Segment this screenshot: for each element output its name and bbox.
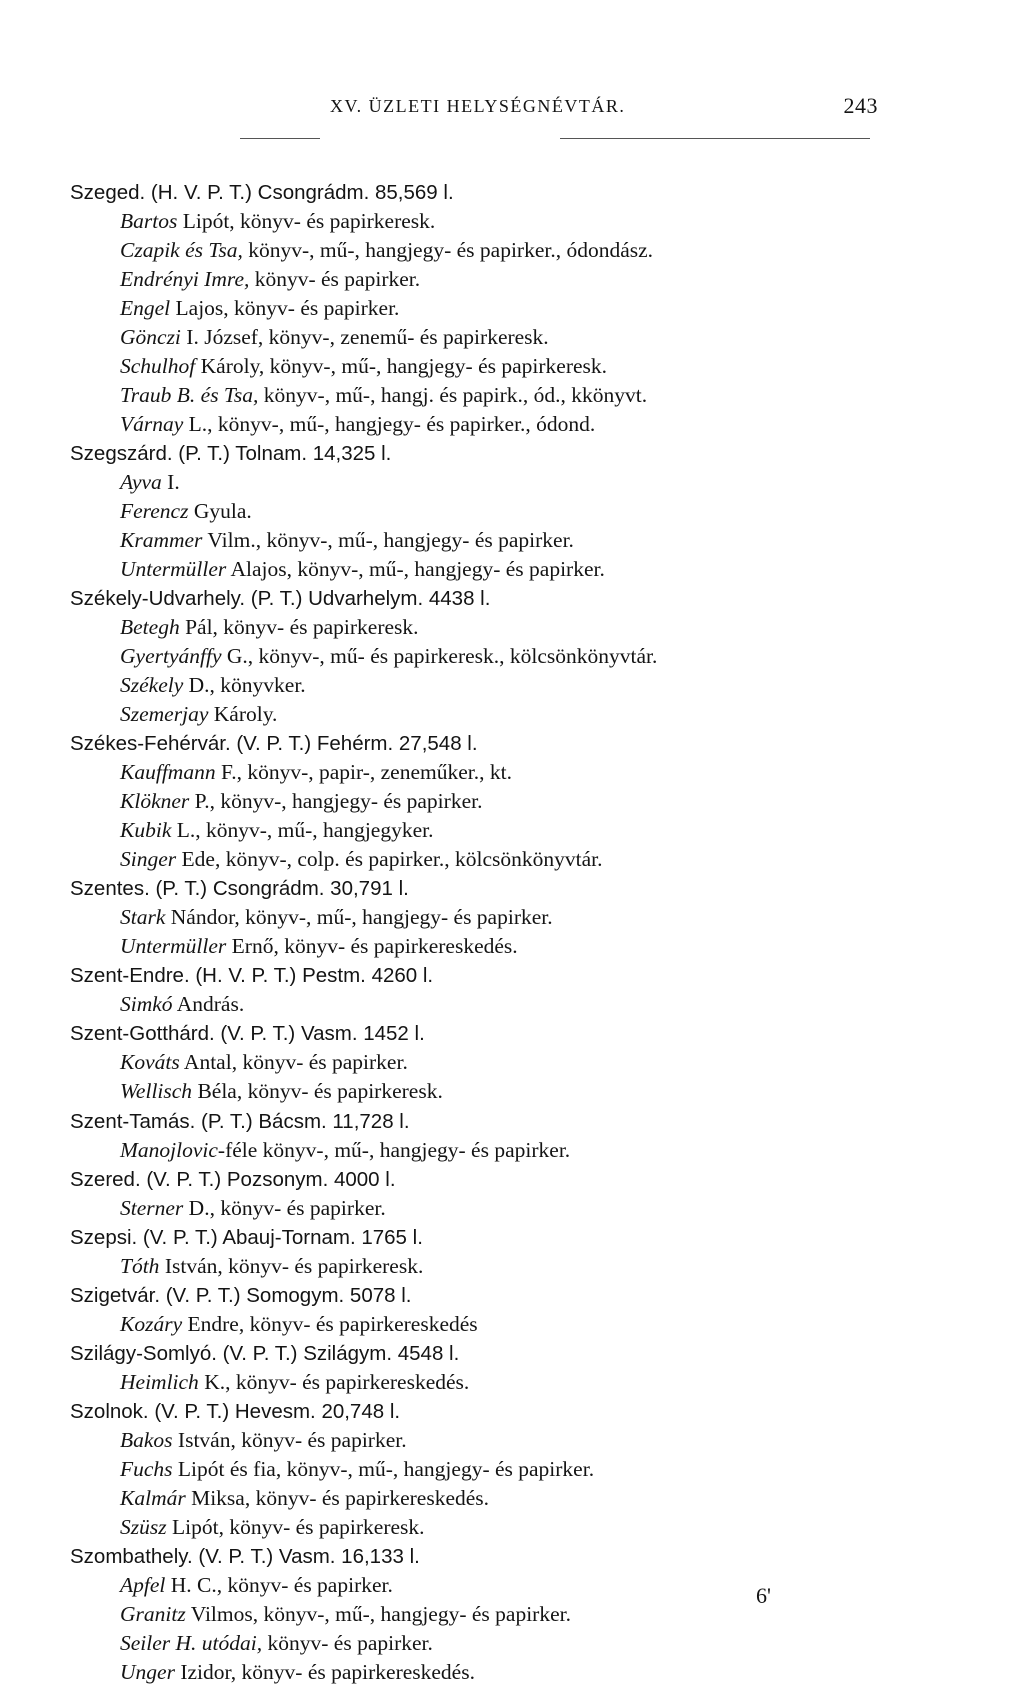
business-name: Unger <box>120 1659 175 1684</box>
business-name: Szemerjay <box>120 702 209 727</box>
business-entry <box>70 265 1010 294</box>
header-rule-left <box>240 138 320 139</box>
business-details: Pál, könyv- és papirkeresk. <box>179 615 419 640</box>
business-entry <box>70 990 1010 1019</box>
business-name: Untermüller <box>120 934 227 959</box>
running-title: XV. ÜZLETI HELYSÉGNÉVTÁR. <box>330 96 626 116</box>
business-details: Ernő, könyv- és papirkereskedés. <box>226 934 518 959</box>
town-heading <box>70 1019 1010 1048</box>
business-name: Apfel <box>120 1572 166 1597</box>
business-name: Székely <box>120 673 184 698</box>
town-heading <box>70 1542 1010 1571</box>
business-entry <box>70 1048 1010 1077</box>
business-name: Fuchs <box>120 1456 173 1481</box>
town-heading <box>70 1107 1010 1136</box>
business-details: könyv-, mű-, hangjegy- és papirker., ódondász. <box>242 238 654 263</box>
town-name: Szent-Endre. <box>70 964 190 988</box>
business-entry <box>70 410 1010 439</box>
town-details: (V. P. T.) Vasm. 16,133 l. <box>192 1544 420 1568</box>
town-name: Szombathely. <box>70 1544 193 1568</box>
business-name: Manojlovic <box>120 1137 218 1162</box>
town-name: Szent-Gotthárd. <box>70 1022 215 1046</box>
business-entry <box>70 1513 1010 1542</box>
town-name: Szeged. <box>70 181 146 204</box>
business-entry <box>70 323 1010 352</box>
header-rule-right <box>560 138 870 139</box>
business-details: F., könyv-, papir-, zeneműker., kt. <box>215 760 512 785</box>
business-entry <box>70 352 1010 381</box>
town-details: (H. V. P. T.) Csongrádm. 85,569 l. <box>145 181 454 204</box>
business-details: Miksa, könyv- és papirkereskedés. <box>185 1485 490 1510</box>
town-heading <box>70 178 1010 207</box>
business-name: Kalmár <box>120 1485 186 1510</box>
business-details: K., könyv- és papirkereskedés. <box>198 1369 470 1394</box>
business-details: L., könyv-, mű-, hangjegy- és papirker., ódond. <box>183 412 596 437</box>
town-name: Szilágy-Somlyó. <box>70 1341 217 1365</box>
business-name: Kubik <box>120 818 172 843</box>
business-details: I. József, könyv-, zenemű- és papirkeresk. <box>180 325 549 350</box>
directory-listing <box>70 178 1010 1687</box>
business-entry <box>70 526 1010 555</box>
business-entry <box>70 903 1010 932</box>
business-name: Kauffmann <box>120 760 216 785</box>
town-details: (V. P. T.) Hevesm. 20,748 l. <box>148 1399 401 1423</box>
business-entry <box>70 1136 1010 1165</box>
business-entry <box>70 381 1010 410</box>
town-details: (V. P. T.) Somogym. 5078 l. <box>160 1283 412 1307</box>
business-name: Kováts <box>120 1050 180 1075</box>
business-entry <box>70 1194 1010 1223</box>
town-details: (V. P. T.) Fehérm. 27,548 l. <box>230 732 478 756</box>
town-details: (H. V. P. T.) Pestm. 4260 l. <box>189 964 434 988</box>
page-number: 243 <box>843 93 878 118</box>
business-entry <box>70 671 1010 700</box>
business-details: D., könyv- és papirker. <box>183 1195 386 1220</box>
town-details: (V. P. T.) Pozsonym. 4000 l. <box>140 1167 396 1191</box>
business-details: István, könyv- és papirker. <box>172 1427 407 1452</box>
business-entry <box>70 497 1010 526</box>
business-details: I. <box>161 470 180 495</box>
town-details: (P. T.) Udvarhelym. 4438 l. <box>245 587 491 611</box>
business-name: Heimlich <box>120 1369 199 1394</box>
town-name: Székely-Udvarhely. <box>70 587 246 611</box>
town-heading <box>70 1223 1010 1252</box>
business-name: Ferencz <box>120 499 189 524</box>
business-name: Gyertyánffy <box>120 644 222 669</box>
business-entry <box>70 1600 1010 1629</box>
business-entry <box>70 207 1010 236</box>
business-details: -féle könyv-, mű-, hangjegy- és papirker. <box>217 1137 571 1162</box>
business-entry <box>70 1077 1010 1106</box>
business-entry <box>70 1310 1010 1339</box>
business-name: Szüsz <box>120 1514 167 1539</box>
business-name: Sterner <box>120 1195 184 1220</box>
business-details: Vilmos, könyv-, mű-, hangjegy- és papirker. <box>185 1601 571 1626</box>
business-details: Vilm., könyv-, mű-, hangjegy- és papirker. <box>202 528 574 553</box>
business-entry <box>70 932 1010 961</box>
business-name: Singer <box>120 847 177 872</box>
business-name: Traub B. és Tsa, <box>120 383 259 408</box>
business-name: Untermüller <box>120 557 227 582</box>
town-details: (P. T.) Bácsm. 11,728 l. <box>195 1109 410 1133</box>
business-details: Gyula. <box>188 499 252 524</box>
business-details: könyv- és papirker. <box>249 267 421 292</box>
business-details: Izidor, könyv- és papirkereskedés. <box>174 1659 475 1684</box>
business-entry <box>70 1484 1010 1513</box>
business-entry <box>70 787 1010 816</box>
signature-mark: 6' <box>756 1583 771 1608</box>
business-details: András. <box>172 992 245 1017</box>
business-name: Stark <box>120 905 166 930</box>
business-details: Antal, könyv- és papirker. <box>179 1050 408 1075</box>
business-name: Várnay <box>120 412 184 437</box>
business-entry <box>70 700 1010 729</box>
business-details: H. C., könyv- és papirker. <box>165 1572 393 1597</box>
business-name: Wellisch <box>120 1079 193 1104</box>
town-details: (P. T.) Csongrádm. 30,791 l. <box>149 877 409 901</box>
business-details: D., könyvker. <box>183 673 306 698</box>
business-entry <box>70 758 1010 787</box>
town-name: Szepsi. <box>70 1225 138 1249</box>
business-entry <box>70 1455 1010 1484</box>
business-name: Bakos <box>120 1427 173 1452</box>
business-name: Granitz <box>120 1601 186 1626</box>
business-entry <box>70 1658 1010 1687</box>
business-entry <box>70 613 1010 642</box>
town-heading <box>70 584 1010 613</box>
business-details: Alajos, könyv-, mű-, hangjegy- és papirker. <box>226 557 605 582</box>
business-details: Ede, könyv-, colp. és papirker., kölcsönkönyvtár. <box>176 847 603 872</box>
business-details: L., könyv-, mű-, hangjegyker. <box>171 818 434 843</box>
town-heading <box>70 1339 1010 1368</box>
town-name: Szegszárd. <box>70 442 173 466</box>
business-entry <box>70 1629 1010 1658</box>
town-details: (V. P. T.) Vasm. 1452 l. <box>214 1022 425 1046</box>
business-details: Lipót, könyv- és papirkeresk. <box>177 209 436 234</box>
business-name: Betegh <box>120 615 180 640</box>
business-entry <box>70 845 1010 874</box>
business-entry <box>70 1368 1010 1397</box>
business-details: Károly. <box>208 702 278 727</box>
town-heading <box>70 874 1010 903</box>
business-entry <box>70 555 1010 584</box>
business-entry <box>70 1426 1010 1455</box>
business-details: Lipót és fia, könyv-, mű-, hangjegy- és papirker. <box>172 1456 595 1481</box>
business-name: Krammer <box>120 528 203 553</box>
business-details: könyv-, mű-, hangj. és papirk., ód., kkönyvt. <box>258 383 648 408</box>
business-name: Ayva <box>120 470 162 495</box>
business-name: Engel <box>120 296 171 321</box>
business-entry <box>70 1252 1010 1281</box>
town-heading <box>70 439 1010 468</box>
town-details: (V. P. T.) Szilágym. 4548 l. <box>216 1341 460 1365</box>
business-details: Endre, könyv- és papirkereskedés <box>182 1311 478 1336</box>
business-entry <box>70 294 1010 323</box>
town-name: Szered. <box>70 1167 141 1191</box>
town-heading <box>70 961 1010 990</box>
town-name: Szent-Tamás. <box>70 1109 196 1133</box>
town-name: Székes-Fehérvár. <box>70 732 231 756</box>
business-name: Czapik és Tsa, <box>120 238 243 263</box>
business-name: Tóth <box>120 1253 160 1278</box>
business-details: Károly, könyv-, mű-, hangjegy- és papirkeresk. <box>195 354 608 379</box>
business-details: könyv- és papirker. <box>262 1630 433 1655</box>
business-entry <box>70 236 1010 265</box>
town-heading <box>70 1397 1010 1426</box>
business-details: Nándor, könyv-, mű-, hangjegy- és papirker. <box>165 905 553 930</box>
business-details: Lajos, könyv- és papirker. <box>170 296 400 321</box>
business-details: G., könyv-, mű- és papirkeresk., kölcsönkönyvtár. <box>221 644 658 669</box>
town-details: (P. T.) Tolnam. 14,325 l. <box>172 442 392 466</box>
business-name: Simkó <box>120 992 173 1017</box>
business-name: Seiler H. utódai, <box>120 1630 263 1655</box>
business-name: Schulhof <box>120 354 196 379</box>
business-details: P., könyv-, hangjegy- és papirker. <box>189 789 483 814</box>
business-details: István, könyv- és papirkeresk. <box>159 1253 424 1278</box>
town-name: Szolnok. <box>70 1399 149 1423</box>
business-entry <box>70 816 1010 845</box>
town-heading <box>70 1165 1010 1194</box>
business-name: Endrényi Imre, <box>120 267 250 292</box>
business-entry <box>70 468 1010 497</box>
town-heading <box>70 1281 1010 1310</box>
business-details: Lipót, könyv- és papirkeresk. <box>166 1514 425 1539</box>
business-name: Bartos <box>120 209 178 234</box>
business-entry <box>70 642 1010 671</box>
town-name: Szentes. <box>70 877 150 901</box>
town-heading <box>70 729 1010 758</box>
business-entry <box>70 1571 1010 1600</box>
business-name: Kozáry <box>120 1311 183 1336</box>
business-name: Klökner <box>120 789 190 814</box>
business-name: Gönczi <box>120 325 181 350</box>
business-details: Béla, könyv- és papirkeresk. <box>192 1079 443 1104</box>
town-details: (V. P. T.) Abauj-Tornam. 1765 l. <box>137 1225 423 1249</box>
town-name: Szigetvár. <box>70 1283 161 1307</box>
